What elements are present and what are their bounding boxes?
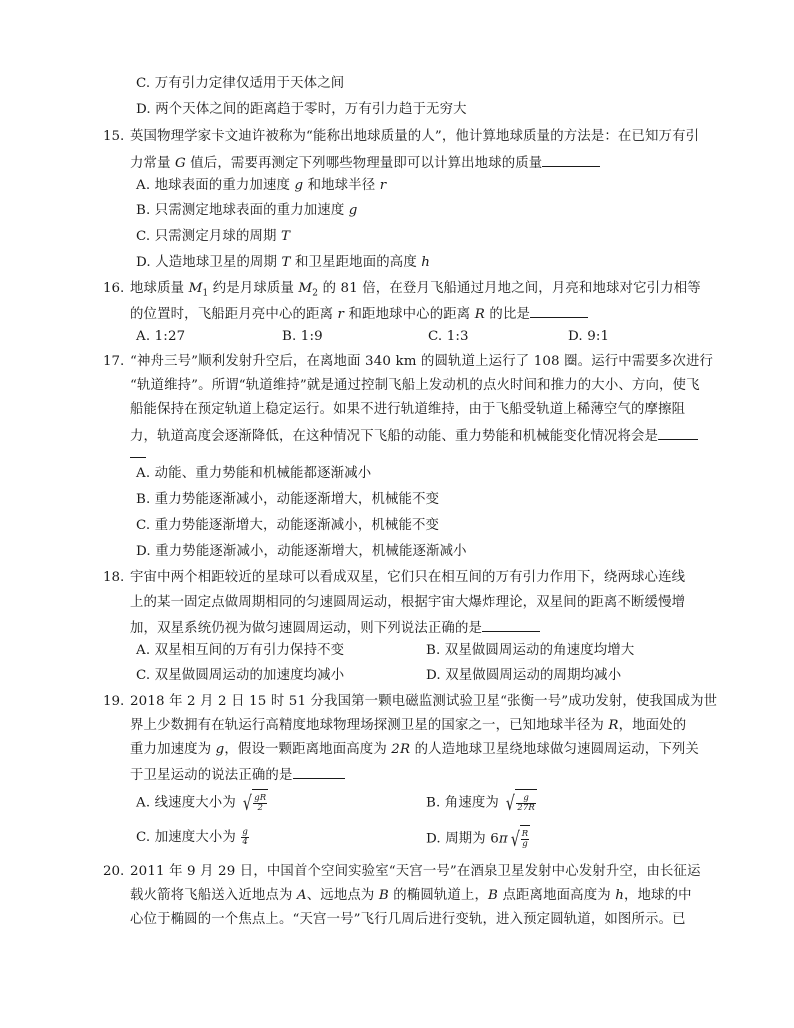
q17-blank-continuation bbox=[130, 443, 146, 465]
q19-option-c: C. 加速度大小为 $\frac{g}{4}$ bbox=[136, 827, 248, 847]
q18-stem-line2: 上的某一固定点做周期相同的匀速圆周运动，根据宇宙大爆炸理论，双星间的距离不断缓慢增 bbox=[130, 595, 686, 610]
sqrt-symbol: √ $\frac{g}{27R}$ bbox=[506, 791, 535, 815]
answer-blank bbox=[542, 152, 600, 167]
q14-option-c: C. 万有引力定律仅适用于天体之间 bbox=[136, 76, 345, 91]
q17-stem-line2: “轨道维持”。所谓“轨道维持”就是通过控制飞船上发动机的点火时间和推力的大小、方向，使飞 bbox=[130, 378, 700, 393]
answer-blank bbox=[658, 425, 698, 440]
q16-option-c: C. 1:3 bbox=[428, 329, 469, 344]
q18-stem-line1: 宇宙中两个相距较近的星球可以看成双星，它们只在相互间的万有引力作用下，绕两球心连线 bbox=[130, 570, 686, 585]
q18-option-b: B. 双星做圆周运动的角速度均增大 bbox=[426, 643, 635, 658]
q15-option-a: A. 地球表面的重力加速度 g 和地球半径 r bbox=[136, 178, 387, 193]
q18-stem-line3: 加，双星系统仍视为做匀速圆周运动，则下列说法正确的是 bbox=[130, 617, 540, 639]
fraction: $\frac{g}{4}$ bbox=[242, 827, 248, 847]
q19-option-b: B. 角速度为 √ $\frac{g}{27R}$ bbox=[426, 791, 535, 815]
sqrt-symbol: √ $\frac{R}{g}$ bbox=[510, 827, 529, 851]
q17-option-d: D. 重力势能逐渐减小，动能逐渐增大，机械能逐渐减小 bbox=[136, 544, 467, 559]
q16-stem-line2: 的位置时，飞船距月亮中心的距离 r 和距地球中心的距离 R 的比是 bbox=[130, 303, 588, 325]
answer-blank bbox=[130, 443, 146, 458]
q15-option-d: D. 人造地球卫星的周期 T 和卫星距地面的高度 h bbox=[136, 255, 431, 270]
q16-option-a: A. 1:27 bbox=[136, 329, 186, 344]
q20-number: 20. bbox=[103, 864, 125, 879]
q19-stem-line2: 界上少数拥有在轨运行高精度地球物理场探测卫星的国家之一，已知地球半径为 R，地面处的 bbox=[130, 718, 687, 733]
q20-stem-line1: 2011 年 9 月 29 日，中国首个空间实验室“天宫一号”在酒泉卫星发射中心发射升空，由长征运 bbox=[130, 864, 701, 879]
q15-option-b: B. 只需测定地球表面的重力加速度 g bbox=[136, 203, 358, 218]
q19-stem-line1: 2018 年 2 月 2 日 15 时 51 分我国第一颗电磁监测试验卫星“张衡一号”成功发射，使我国成为世 bbox=[130, 694, 718, 709]
q20-stem-line2: 载火箭将飞船送入近地点为 A、远地点为 B 的椭圆轨道上，B 点距离地面高度为 h，地球的中 bbox=[130, 888, 692, 903]
q16-option-d: D. 9:1 bbox=[568, 329, 610, 344]
q15-stem-line1: 英国物理学家卡文迪许被称为“能称出地球质量的人”，他计算地球质量的方法是：在已知万有引 bbox=[130, 129, 700, 144]
q19-stem-line3: 重力加速度为 g，假设一颗距离地面高度为 2R 的人造地球卫星绕地球做匀速圆周运动，下列关 bbox=[130, 742, 699, 757]
q17-number: 17. bbox=[103, 354, 125, 369]
q17-stem-line4: 力，轨道高度会逐渐降低，在这种情况下飞船的动能、重力势能和机械能变化情况将会是 bbox=[130, 425, 698, 447]
q19-option-d: D. 周期为 6π √ $\frac{R}{g}$ bbox=[426, 827, 529, 851]
q17-stem-line3: 船能保持在预定轨道上稳定运行。如果不进行轨道维持，由于飞船受轨道上稀薄空气的摩擦阻 bbox=[130, 402, 686, 417]
q16-option-b: B. 1:9 bbox=[282, 329, 323, 344]
q14-option-d: D. 两个天体之间的距离趋于零时，万有引力趋于无穷大 bbox=[136, 102, 467, 117]
q15-stem-line2: 力常量 G 值后，需要再测定下列哪些物理量即可以计算出地球的质量 bbox=[130, 152, 600, 174]
q18-option-c: C. 双星做圆周运动的加速度均减小 bbox=[136, 668, 345, 683]
q15-number: 15. bbox=[103, 129, 125, 144]
q16-number: 16. bbox=[103, 281, 125, 296]
q17-option-a: A. 动能、重力势能和机械能都逐渐减小 bbox=[136, 466, 372, 481]
q17-stem-line1: “神舟三号”顺利发射升空后，在离地面 340 km 的圆轨道上运行了 108 圈。运行中需要多次进行 bbox=[130, 354, 714, 369]
q19-number: 19. bbox=[103, 694, 125, 709]
answer-blank bbox=[293, 764, 345, 779]
q18-number: 18. bbox=[103, 570, 125, 585]
q16-stem-line1: 地球质量 $M_1$ 约是月球质量 $M_2$ 的 81 倍，在登月飞船通过月地之间，月亮和地球对它引力相等 bbox=[130, 281, 701, 299]
q19-stem-line4: 于卫星运动的说法正确的是 bbox=[130, 764, 345, 786]
q18-option-d: D. 双星做圆周运动的周期均减小 bbox=[426, 668, 622, 683]
q17-option-b: B. 重力势能逐渐减小，动能逐渐增大，机械能不变 bbox=[136, 492, 440, 507]
q19-option-a: A. 线速度大小为 √ $\frac{gR}{2}$ bbox=[136, 791, 267, 815]
answer-blank bbox=[482, 617, 540, 632]
q17-option-c: C. 重力势能逐渐增大，动能逐渐减小，机械能不变 bbox=[136, 518, 440, 533]
q15-option-c: C. 只需测定月球的周期 T bbox=[136, 229, 291, 244]
answer-blank bbox=[530, 303, 588, 318]
sqrt-symbol: √ $\frac{gR}{2}$ bbox=[243, 791, 267, 815]
q18-option-a: A. 双星相互间的万有引力保持不变 bbox=[136, 643, 345, 658]
q20-stem-line3: 心位于椭圆的一个焦点上。“天宫一号”飞行几周后进行变轨，进入预定圆轨道，如图所示。已 bbox=[130, 912, 686, 927]
